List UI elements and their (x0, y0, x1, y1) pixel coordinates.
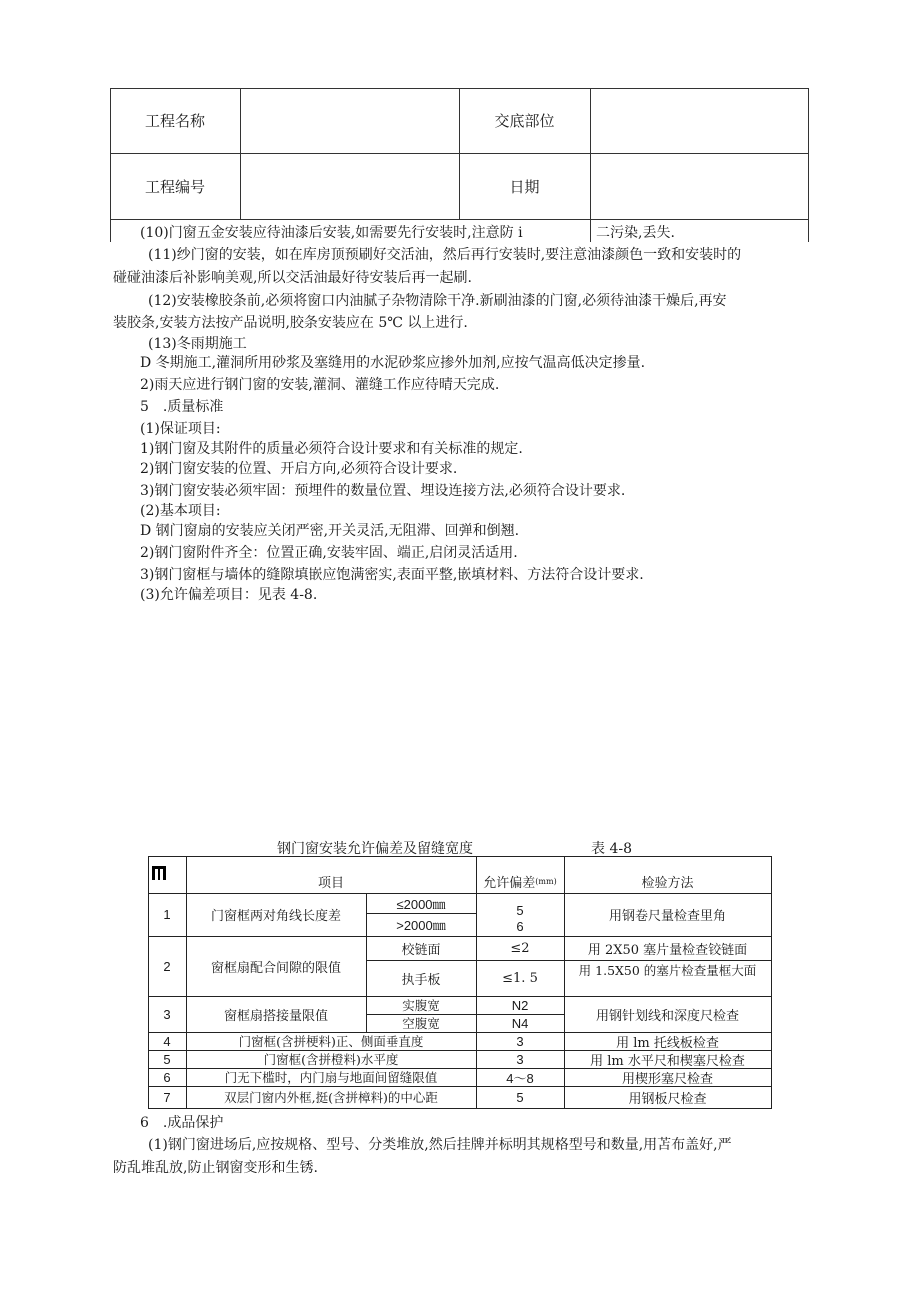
section5-heading: 5 .质量标准 (140, 399, 224, 415)
row3-item: 窗框扇搭接量限值 (223, 1008, 328, 1024)
row1-value-b: 6 (516, 918, 524, 934)
row5-item: 门窗框(含拼橙料)水平度 (263, 1052, 399, 1067)
date-label: 日期 (509, 177, 540, 196)
s5-tolerance-ref: (3)允许偏差项目：见表 4-8. (140, 587, 318, 603)
row4-method: 用 lm 托线板检查 (616, 1035, 719, 1051)
project-name-value[interactable] (240, 88, 459, 153)
item13-point2: 2)雨天应进行钢门窗的安装,灌洞、灌缝工作应待晴天完成. (140, 377, 500, 393)
s5-guarantee-heading: (1)保证项目: (140, 421, 221, 437)
s5-guarantee-2: 2)钢门窗安装的位置、开启方向,必须符合设计要求. (140, 461, 458, 477)
table-border (771, 856, 772, 1108)
item12-line1: (12)安装橡胶条前,必须将窗口内油腻子杂物清除干净.新刷油漆的门窗,必须待油漆干燥后,再安 (148, 293, 727, 309)
row2-sub-b: 执手板 (401, 972, 441, 988)
row1-method: 用钢卷尺量检查里角 (608, 909, 726, 924)
corner-mark-icon (152, 866, 166, 880)
row7-item: 双层门窗内外框,挺(含拼樟料)的中心距 (224, 1090, 438, 1105)
disclosure-part-value[interactable] (590, 88, 808, 153)
item11-line2: 碰碰油漆后补影响美观,所以交活油最好待安装后再一起刷. (113, 270, 472, 286)
col-header-tolerance-unit: (mm) (535, 876, 557, 886)
s5-basic-3: 3)钢门窗框与墙体的缝隙填嵌应饱满密实,表面平整,嵌填材料、方法符合设计要求. (140, 567, 644, 583)
row2-number: 2 (163, 958, 171, 974)
table-border (808, 88, 809, 242)
col-header-item: 项目 (317, 875, 344, 891)
project-number-value[interactable] (240, 153, 459, 219)
row7-method: 用钢板尺检查 (628, 1091, 707, 1107)
disclosure-part-label: 交底部位 (494, 112, 555, 130)
col-header-method: 检验方法 (641, 875, 694, 891)
item10-text-right: 二污染,丢失. (596, 225, 675, 241)
row3-value-b: N4 (511, 1015, 529, 1031)
row7-value: 5 (516, 1089, 524, 1105)
row4-number: 4 (163, 1033, 171, 1049)
table-border (148, 856, 772, 857)
row4-value: 3 (516, 1033, 524, 1049)
row3-value-a: N2 (511, 997, 529, 1013)
row1-value-a: 5 (516, 902, 524, 918)
item13-point1: D 冬期施工,灌洞所用砂浆及塞缝用的水泥砂浆应掺外加剂,应按气温高低决定掺量. (140, 355, 646, 371)
row1-sub-b: >2000㎜ (396, 918, 446, 933)
section6-p1-line2: 防乱堆乱放,防止钢窗变形和生锈. (113, 1160, 318, 1176)
row2-item: 窗框扇配合间隙的限值 (210, 960, 341, 976)
table-border (110, 219, 809, 220)
table-border (148, 1108, 772, 1109)
row4-item: 门窗框(含拼梗料)正、侧面垂直度 (238, 1034, 424, 1049)
row3-method: 用钢针划线和深度尺检查 (595, 1008, 739, 1024)
row7-number: 7 (163, 1089, 171, 1105)
row6-value: 4～8 (506, 1070, 534, 1086)
row6-number: 6 (163, 1069, 171, 1085)
s5-guarantee-3: 3)钢门窗安装必须牢固：预埋件的数量位置、埋设连接方法,必须符合设计要求. (140, 483, 626, 499)
item11-line1: (11)纱门窗的安装，如在库房顶预刷好交活油，然后再行安装时,要注意油漆颜色一致和安装时的 (148, 247, 742, 263)
row3-sub-a: 实腹宽 (402, 998, 440, 1013)
project-number-label: 工程编号 (144, 177, 205, 196)
row2-method-a: 用 2X50 塞片量检查铰链面 (587, 942, 748, 958)
row1-sub-a: ≤2000㎜ (396, 896, 446, 912)
date-value[interactable] (590, 153, 808, 219)
row3-number: 3 (163, 1006, 171, 1022)
section6-p1-line1: (1)钢门窗进场后,应按规格、型号、分类堆放,然后挂牌并标明其规格型号和数量,用苫布盖好,严 (148, 1137, 732, 1153)
table-number: 表 4-8 (591, 841, 632, 857)
tolerance-table (148, 856, 772, 1110)
row3-sub-b: 空腹宽 (402, 1016, 440, 1031)
item12-line2: 装胶条,安装方法按产品说明,胶条安装应在 5℃ 以上进行. (113, 315, 468, 331)
row2-method-b: 用 1.5X50 的塞片检查量框大面 (578, 963, 757, 978)
row6-method: 用楔形塞尺检查 (621, 1071, 713, 1087)
row5-method: 用 lm 水平尺和楔塞尺检查 (590, 1053, 745, 1069)
section6-heading: 6 .成品保护 (140, 1115, 224, 1131)
row2-value-a: ≤2 (510, 940, 530, 956)
project-name-label: 工程名称 (144, 112, 205, 130)
row1-item: 门窗框两对角线长度差 (210, 909, 341, 924)
item10-text-left: (10)门窗五金安装应待油漆后安装,如需要先行安装时,注意防 i (140, 225, 523, 241)
col-header-tolerance-label: 允许偏差 (483, 875, 536, 891)
row2-value-b: ≤1. 5 (502, 970, 538, 986)
row6-item: 门无下槛时，内门扇与地面间留缝限值 (224, 1070, 438, 1085)
s5-basic-1: D 钢门窗扇的安装应关闭严密,开关灵活,无阻滞、回弹和倒翘. (140, 523, 520, 539)
row2-sub-a: 校链面 (401, 942, 441, 958)
row1-number: 1 (163, 907, 171, 922)
row5-number: 5 (163, 1051, 171, 1067)
table-title: 钢门窗安装允许偏差及留缝宽度 (277, 841, 473, 857)
row5-value: 3 (516, 1051, 524, 1067)
s5-guarantee-1: 1)钢门窗及其附件的质量必须符合设计要求和有关标准的规定. (140, 441, 523, 457)
col-header-tolerance (476, 870, 564, 892)
s5-basic-2: 2)钢门窗附件齐全：位置正确,安装牢固、端正,启闭灵活适用. (140, 545, 518, 561)
item13-heading: (13)冬雨期施工 (148, 336, 247, 352)
s5-basic-heading: (2)基本项目: (140, 503, 221, 519)
header-table (110, 88, 809, 242)
